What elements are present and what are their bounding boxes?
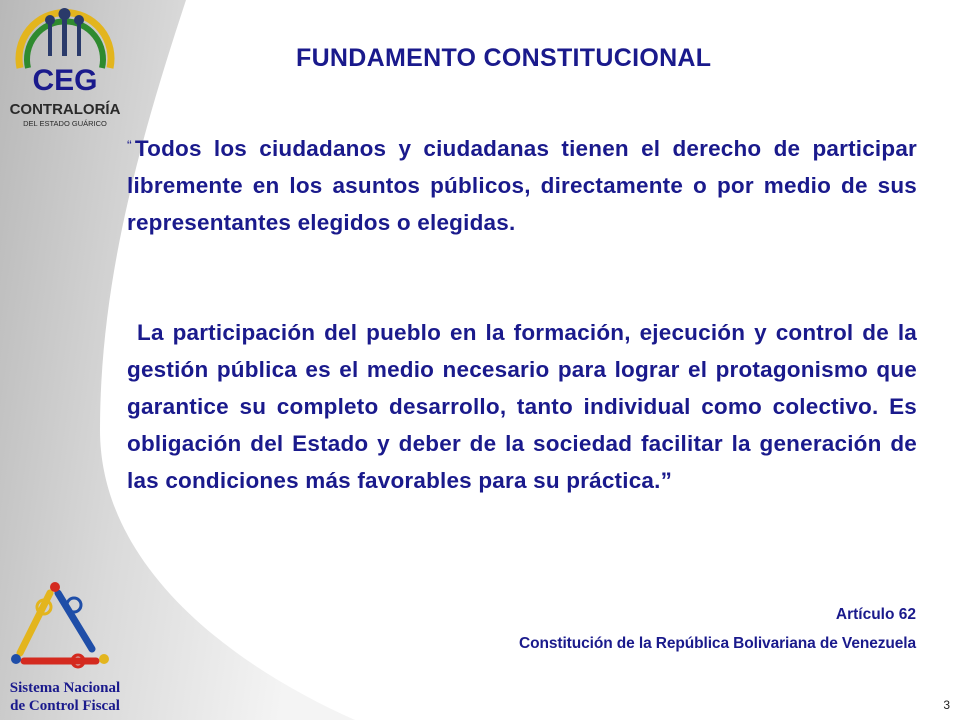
logo-keys-icon: [45, 8, 84, 56]
opening-quote-mark: “: [127, 137, 132, 153]
page-number: 3: [943, 698, 950, 712]
logo-initials: CEG: [32, 64, 98, 97]
logo-name: CONTRALORÍA: [9, 101, 121, 118]
sistema-nacional-logo: [0, 575, 130, 720]
quote-paragraph-1-text: Todos los ciudadanos y ciudadanas tienen el derecho de participar libremente en los asuntos públicos, directamente o por medio de sus representantes elegidos o elegidas.: [127, 136, 917, 235]
logo-bottom-line1: Sistema Nacional: [9, 680, 121, 696]
slide-title: FUNDAMENTO CONSTITUCIONAL: [296, 44, 712, 72]
logo-dot-red: [50, 582, 60, 592]
contraloria-logo: [6, 2, 126, 132]
citation-source: Constitución de la República Bolivariana de Venezuela: [519, 635, 916, 652]
citation-article: Artículo 62: [835, 606, 916, 623]
logo-bottom-line2: de Control Fiscal: [10, 698, 120, 714]
logo-dot-blue: [11, 654, 21, 664]
logo-dot-yellow: [99, 654, 109, 664]
logo-triangle-yellow: [20, 593, 50, 653]
logo-triangle-blue: [58, 593, 92, 649]
quote-paragraph-1: [127, 127, 917, 241]
logo-subtitle: DEL ESTADO GUÁRICO: [23, 119, 107, 128]
quote-paragraph-2: [127, 314, 917, 499]
quote-paragraph-2-text: La participación del pueblo en la formación, ejecución y control de la gestión pública es el medio necesario para lograr el protagonismo que garantice su completo desarrollo, tanto individual como colectivo. Es obligación del Estado y deber de la sociedad facilitar la generación de las condiciones más favorables para su práctica.”: [127, 320, 917, 493]
